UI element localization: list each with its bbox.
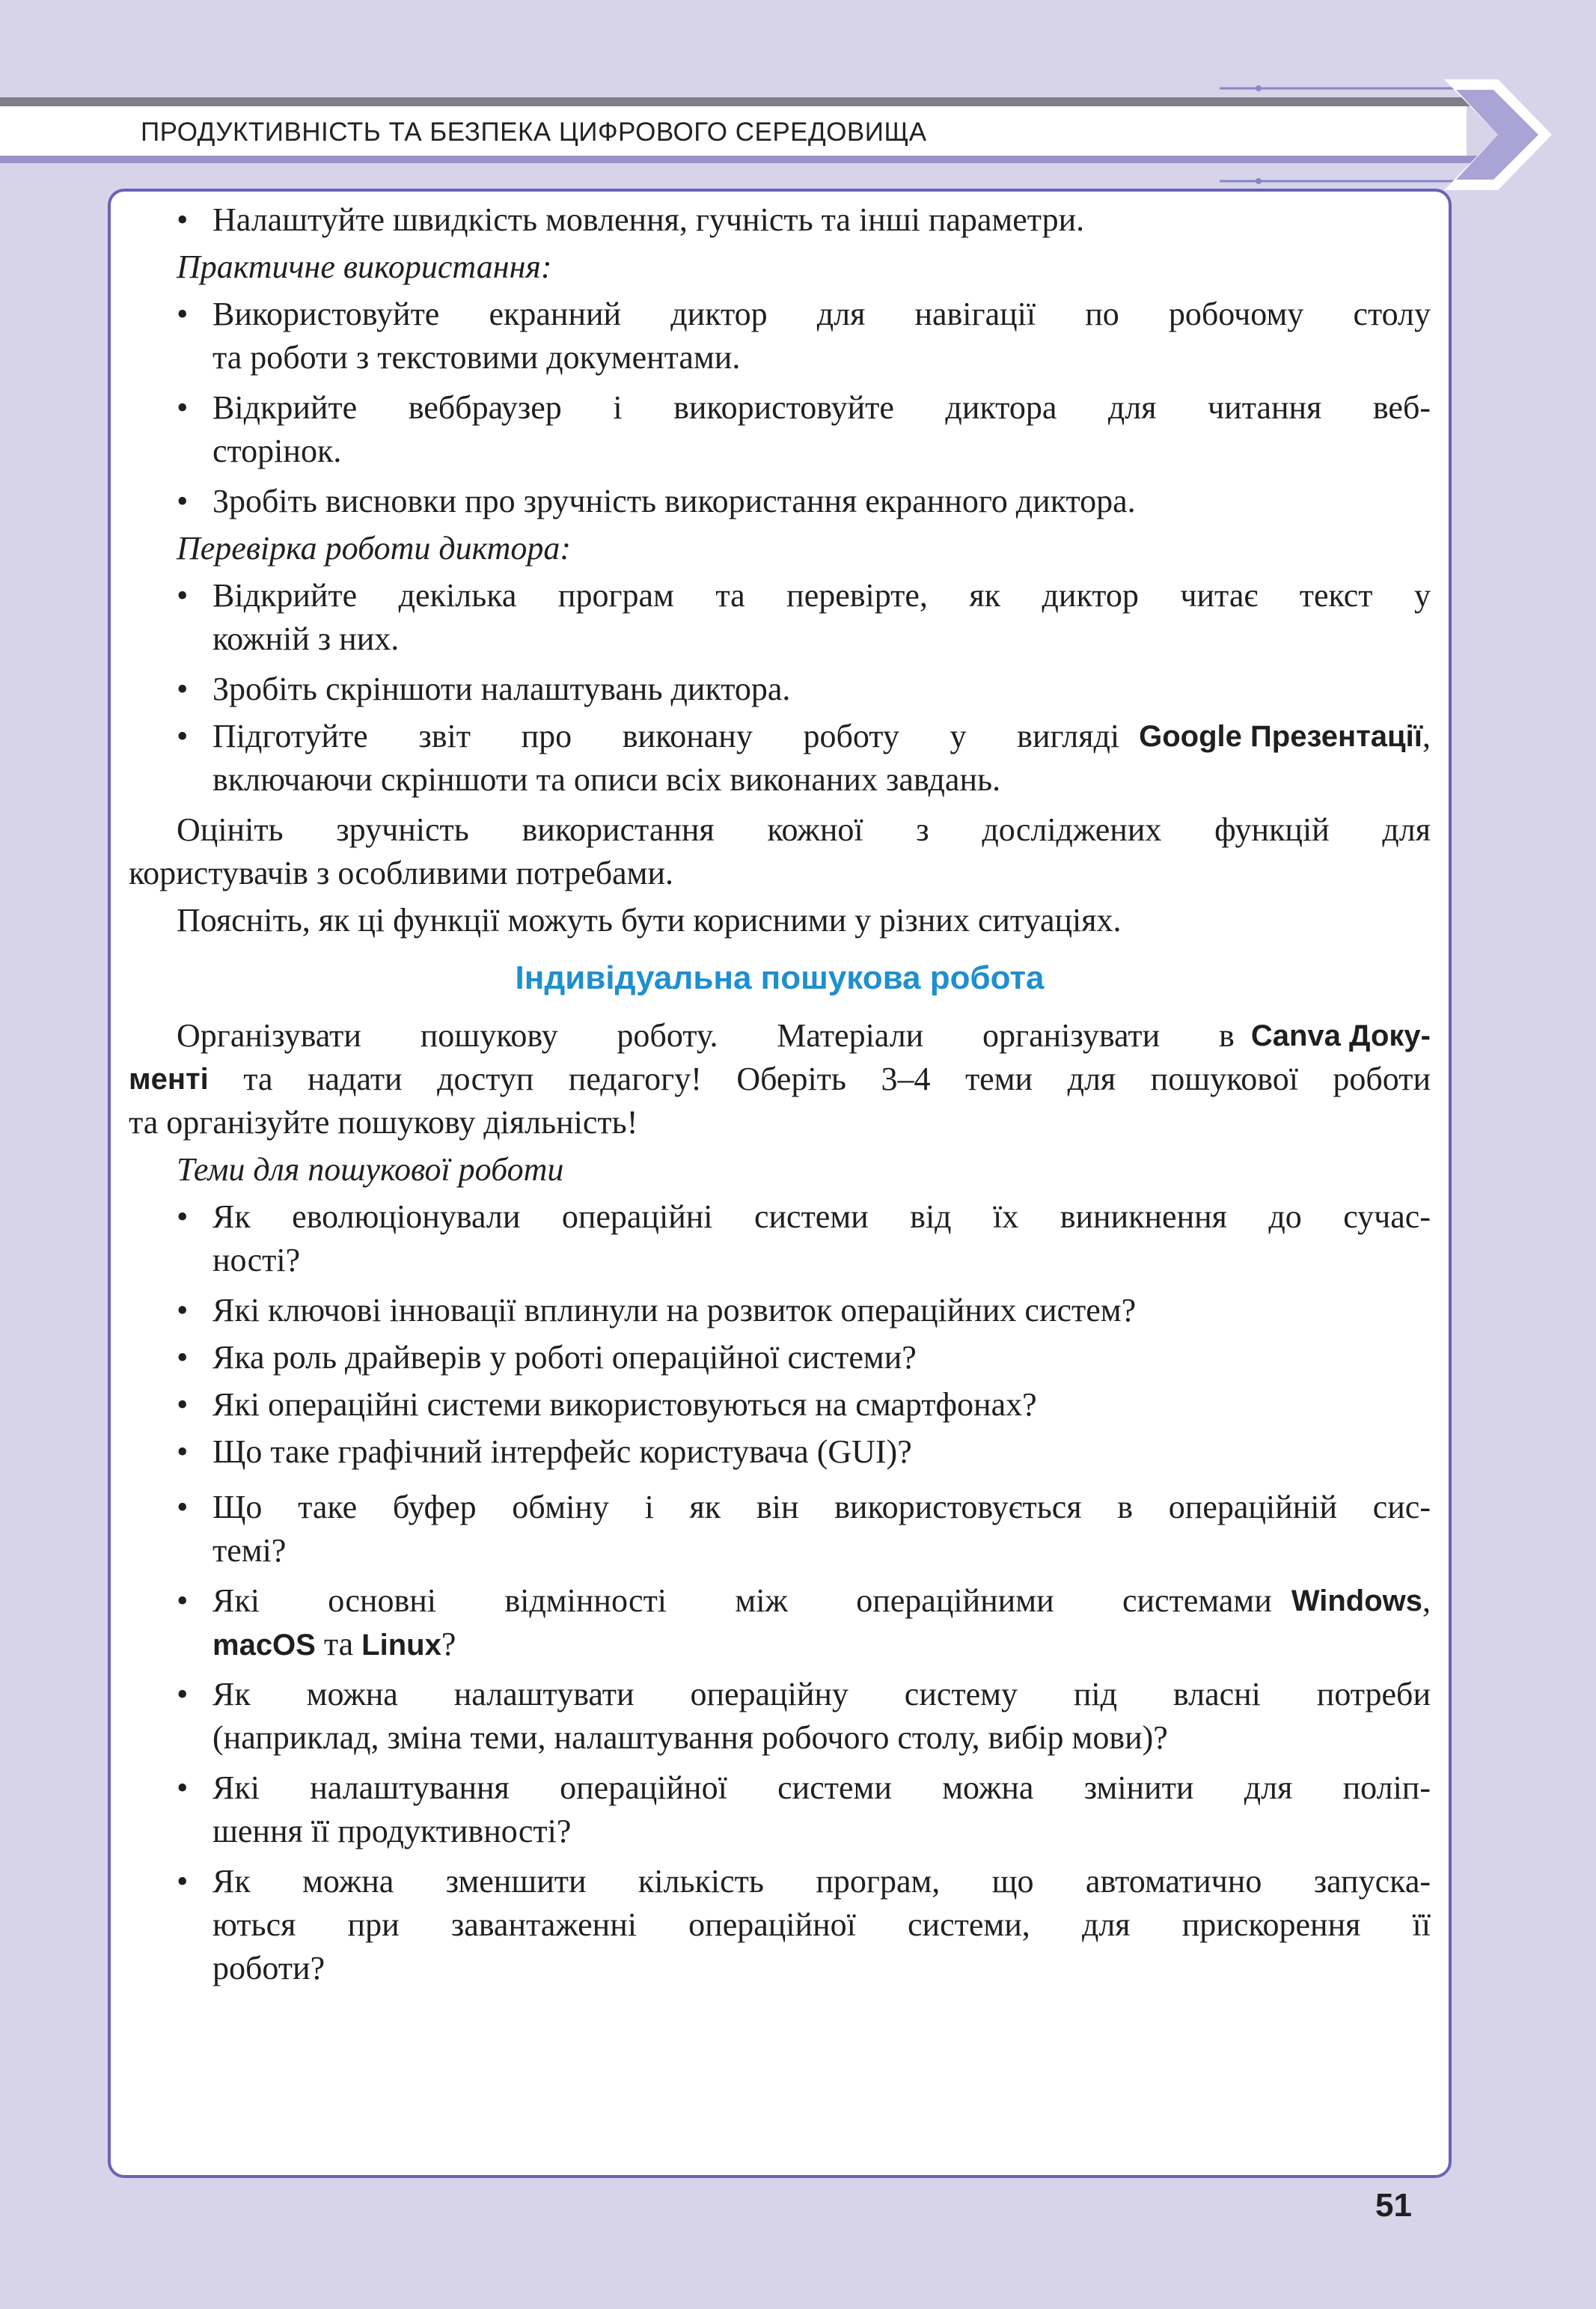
list-item: Зробіть висновки про зручність використання екранного диктора.	[213, 483, 1136, 519]
paragraph-continuation: та організуйте пошукову діяльність!	[129, 1104, 638, 1141]
bullet: •	[177, 1339, 189, 1376]
conjunction: та	[315, 1626, 362, 1662]
list-item: Яка роль драйверів у роботі операційної системи?	[213, 1339, 917, 1376]
bullet: •	[177, 201, 189, 238]
bullet: •	[177, 1676, 189, 1712]
list-item: Що таке буфер обміну і як він використовується в операційній сис-	[213, 1489, 1431, 1525]
bullet: •	[177, 718, 189, 754]
bullet: •	[177, 1292, 189, 1329]
list-item	[213, 1579, 1431, 1623]
paragraph: Поясніть, як ці функції можуть бути корисними у різних ситуаціях.	[177, 902, 1122, 939]
list-item: Налаштуйте швидкість мовлення, гучність та інші параметри.	[213, 201, 1085, 238]
bullet: •	[177, 483, 189, 519]
paragraph-text: Організувати пошукову роботу. Матеріали організувати в	[177, 1017, 1235, 1054]
app-name-google-slides: Google Презентації	[1139, 720, 1422, 753]
bullet: •	[177, 1386, 189, 1423]
header-arrow-decoration	[1220, 75, 1556, 195]
list-item-continuation: (наприклад, зміна теми, налаштування робочого столу, вибір мови)?	[213, 1719, 1168, 1756]
bullet: •	[177, 1863, 189, 1900]
subheading-narrator-check: Перевірка роботи диктора:	[177, 530, 572, 567]
list-item: Які операційні системи використовуються на смартфонах?	[213, 1386, 1037, 1423]
list-item: Які налаштування операційної системи можна змінити для поліп-	[213, 1769, 1431, 1806]
list-item: Як еволюціонували операційні системи від їх виникнення до сучас-	[213, 1198, 1431, 1235]
bullet: •	[177, 1198, 189, 1235]
list-item-continuation: та роботи з текстовими документами.	[213, 339, 741, 376]
list-item-continuation: темі?	[213, 1532, 287, 1569]
os-name-macos: macOS	[213, 1629, 316, 1662]
list-item: Відкрийте декілька програм та перевірте, як диктор читає текст у	[213, 577, 1431, 614]
paragraph-continuation: користувачів з особливими потребами.	[129, 855, 674, 891]
list-item-continuation: шення її продуктивності?	[213, 1813, 572, 1849]
os-name-linux: Linux	[361, 1629, 441, 1662]
subheading-practical-use: Практичне використання:	[177, 248, 552, 285]
subheading-research-topics: Теми для пошукової роботи	[177, 1151, 564, 1188]
list-item: Які ключові інновації вплинули на розвиток операційних систем?	[213, 1292, 1137, 1329]
list-item-text: Які основні відмінності між операційними системами	[213, 1582, 1272, 1619]
punctuation: ,	[1422, 718, 1431, 754]
bullet: •	[177, 1769, 189, 1806]
list-item-continuation: ються при завантаженні операційної системи, для прискорення її	[213, 1906, 1431, 1943]
list-item: Використовуйте екранний диктор для навігації по робочому столу	[213, 296, 1431, 332]
list-item-text: Підготуйте звіт про виконану роботу у вигляді	[213, 718, 1120, 754]
paragraph	[177, 1014, 1431, 1058]
list-item: Відкрийте веббраузер і використовуйте диктора для читання веб-	[213, 389, 1431, 426]
paragraph: Оцініть зручність використання кожної з досліджених функцій для	[177, 811, 1431, 848]
list-item	[213, 715, 1431, 758]
list-item: Як можна налаштувати операційну систему під власні потреби	[213, 1676, 1431, 1712]
bullet: •	[177, 296, 189, 332]
bullet: •	[177, 671, 189, 707]
bullet: •	[177, 1582, 189, 1619]
punctuation: ,	[1422, 1582, 1431, 1619]
bullet: •	[177, 1489, 189, 1525]
section-title: Індивідуальна пошукова робота	[515, 960, 1045, 996]
paragraph-continuation	[129, 1058, 1431, 1101]
list-item-continuation: кожній з них.	[213, 620, 400, 657]
os-name-windows: Windows	[1291, 1584, 1422, 1617]
paragraph-text: та надати доступ педагогу! Оберіть 3–4 теми для пошукової роботи	[208, 1061, 1431, 1097]
bullet: •	[177, 1433, 189, 1470]
running-header-title: ПРОДУКТИВНІСТЬ ТА БЕЗПЕКА ЦИФРОВОГО СЕРЕДОВИЩА	[141, 118, 927, 147]
app-name-canva-docs-end: менті	[129, 1063, 209, 1096]
list-item-continuation: ності?	[213, 1242, 301, 1278]
list-item-continuation: включаючи скріншоти та описи всіх виконаних завдань.	[213, 761, 1001, 798]
list-item: Зробіть скріншоти налаштувань диктора.	[213, 671, 791, 707]
app-name-canva-docs: Canva Доку-	[1250, 1019, 1431, 1052]
punctuation: ?	[441, 1626, 456, 1662]
list-item-continuation	[213, 1623, 456, 1666]
list-item: Що таке графічний інтерфейс користувача (GUI)?	[213, 1433, 912, 1470]
list-item-continuation: сторінок.	[213, 433, 342, 469]
bullet: •	[177, 389, 189, 426]
list-item: Як можна зменшити кількість програм, що автоматично запуска-	[213, 1863, 1431, 1900]
page-number: 51	[1375, 2187, 1412, 2224]
list-item-continuation: роботи?	[213, 1950, 325, 1986]
bullet: •	[177, 577, 189, 614]
